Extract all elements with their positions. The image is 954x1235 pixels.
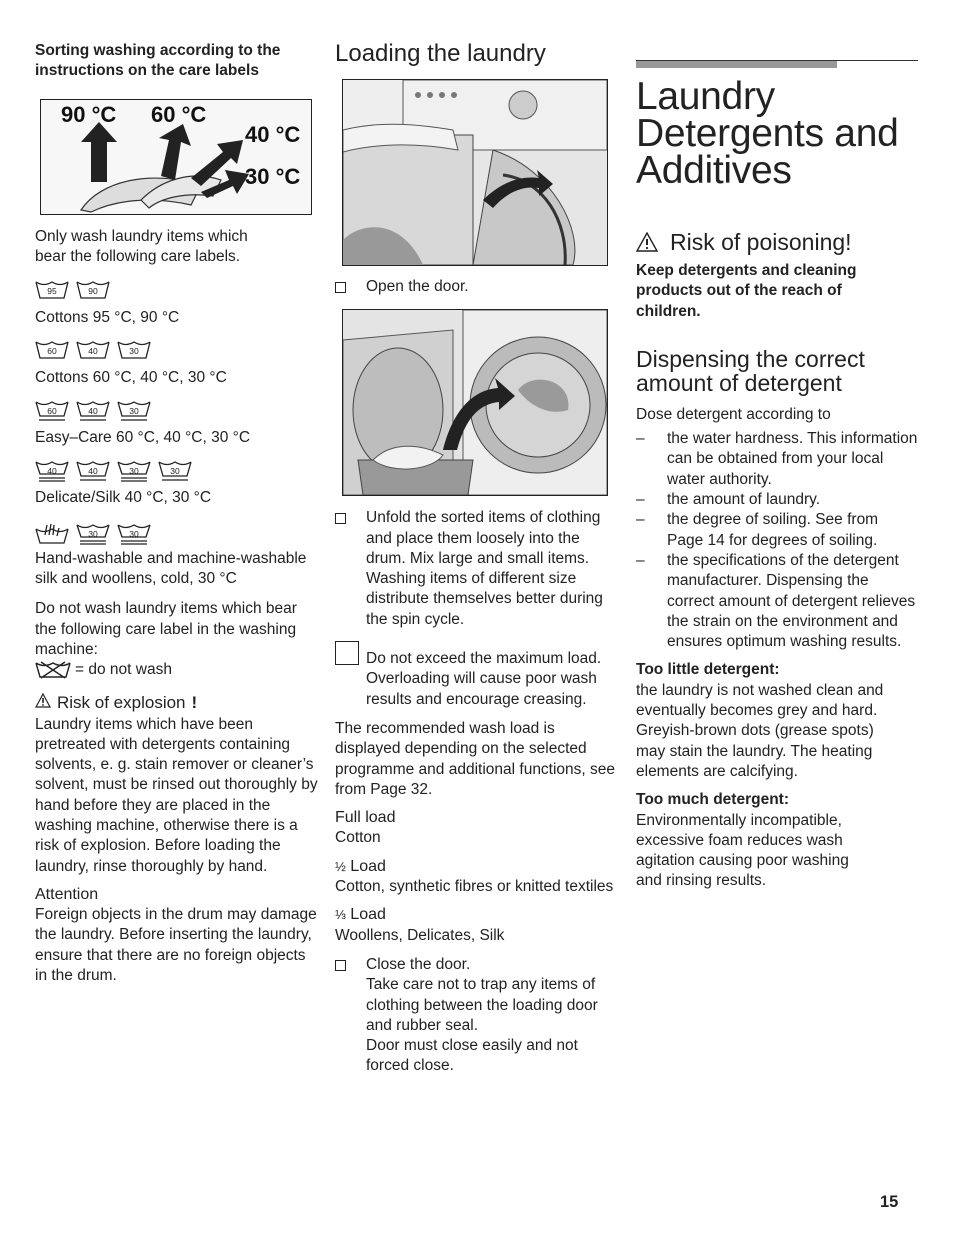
- care-group-delicate: [35, 458, 320, 508]
- care-label: Delicate/Silk 40 °C, 30 °C: [35, 489, 212, 507]
- wash-tub-icon: 40: [35, 460, 69, 480]
- dispensing-heading: Dispensing the correct amount of detergent: [636, 345, 865, 396]
- load-fraction: ½: [335, 858, 346, 874]
- sorting-heading: Sorting washing according to the instructions on the care labels: [35, 42, 281, 79]
- wash-tub-icon: 40: [76, 400, 110, 420]
- care-symbols: [35, 521, 320, 543]
- care-symbols: [35, 278, 320, 300]
- header-bar: [636, 61, 837, 68]
- load-desc: Cotton, synthetic fibres or knitted textiles: [335, 878, 614, 896]
- page-number: 15: [880, 1193, 899, 1211]
- chapter-title: Laundry Detergents and Additives: [636, 75, 899, 192]
- column-sorting: [35, 40, 320, 986]
- load-title: Load: [350, 906, 386, 924]
- step-close-door-text1: Take care not to trap any items of clothing between the loading door and rubber seal.: [366, 976, 598, 1034]
- care-symbols: [35, 398, 320, 420]
- note-max-load-text: Do not exceed the maximum load. Overloading will cause poor wash results and encourage creasing.: [366, 650, 602, 708]
- wash-tub-icon: 95: [35, 280, 69, 300]
- load-third: [335, 905, 620, 946]
- step-open-door-text: Open the door.: [366, 278, 469, 295]
- care-group-cottons: [35, 338, 320, 388]
- loading-heading: Loading the laundry: [335, 40, 546, 67]
- load-desc: Cotton: [335, 829, 381, 847]
- load-title: Load: [350, 857, 386, 875]
- do-not-wash-icon: [35, 661, 71, 679]
- temp-30: 30 °C: [245, 164, 301, 189]
- load-desc: Woollens, Delicates, Silk: [335, 926, 505, 944]
- care-label: Hand-washable and machine-washable silk and woollens, cold, 30 °C: [35, 549, 307, 588]
- wash-tub-icon: 30: [117, 340, 151, 360]
- load-drum-illustration: [342, 309, 608, 496]
- temp-60: 60 °C: [151, 102, 207, 127]
- checkbox-icon: [335, 282, 347, 297]
- warning-triangle-icon: [636, 232, 658, 252]
- explosion-text: Laundry items which have been pretreated with detergents containing solvents, e. g. stain remover or cleaner’s solvent, must be rinsed out thoroughly by hand before they are placed in the washing machine, otherwise there is a risk of explosion. Before loading the laundry, rinse thoroughly by hand.: [35, 715, 318, 875]
- explosion-heading: Risk of explosion: [57, 692, 186, 712]
- do-not-wash-label: = do not wash: [75, 661, 172, 679]
- note-icon: [335, 641, 359, 665]
- temp-90: 90 °C: [61, 102, 117, 127]
- attention-heading: Attention: [35, 885, 99, 903]
- care-label: Cottons 95 °C, 90 °C: [35, 308, 180, 326]
- care-group-easy-care: [35, 398, 320, 448]
- care-symbols: [35, 458, 320, 480]
- care-group-cottons-high: [35, 278, 320, 328]
- step-open-door: [335, 277, 620, 297]
- explosion-heading-row: [35, 693, 320, 713]
- dose-intro: Dose detergent according to: [636, 405, 831, 423]
- checkbox-icon: [335, 513, 347, 630]
- too-much-heading: Too much detergent:: [636, 791, 789, 809]
- wash-tub-icon: 60: [35, 340, 69, 360]
- wash-tub-icon: 40: [76, 460, 110, 480]
- poison-text: Keep detergents and cleaning products out of the reach of children.: [636, 262, 857, 320]
- step-unfold-text: Unfold the sorted items of clothing and place them loosely into the drum. Mix large and small items. Washing items of different size distribute themselves better during the spin cycle.: [366, 509, 603, 628]
- dose-item: – the water hardness. This information can be obtained from your local water authority.: [636, 430, 918, 488]
- dose-item: – the amount of laundry.: [636, 491, 821, 509]
- do-not-wash-row: [35, 660, 320, 680]
- wash-tub-icon: 30: [117, 523, 151, 543]
- step-close-door: [335, 955, 620, 1077]
- too-little-text: the laundry is not washed clean and eventually becomes grey and hard. Greyish-brown dots (grease spots) may stain the laundry. The heating elements are calcifying.: [636, 681, 884, 780]
- do-not-wash-intro: Do not wash laundry items which bear the following care label in the washing machine:: [35, 600, 297, 658]
- step-close-door-text2: Door must close easily and not forced close.: [366, 1037, 578, 1075]
- exclamation-mark: !: [191, 692, 198, 712]
- care-symbols: [35, 338, 320, 360]
- load-full: [335, 808, 620, 849]
- column-detergents: [636, 75, 918, 892]
- load-fraction: ⅓: [335, 907, 346, 923]
- note-max-load: [335, 641, 620, 710]
- wash-tub-icon: 30: [76, 523, 110, 543]
- wash-tub-icon: 90: [76, 280, 110, 300]
- wash-tub-icon: 30: [158, 460, 192, 480]
- step-unfold: [335, 508, 620, 630]
- temperature-illustration: [40, 99, 312, 215]
- checkbox-icon: [335, 960, 347, 1077]
- temp-40: 40 °C: [245, 122, 301, 147]
- column-loading: [335, 40, 620, 1077]
- too-little-heading: Too little detergent:: [636, 661, 780, 679]
- load-title: Full load: [335, 809, 396, 827]
- wash-tub-icon: 30: [117, 400, 151, 420]
- care-label: Cottons 60 °C, 40 °C, 30 °C: [35, 368, 227, 386]
- load-half: [335, 857, 620, 898]
- dose-item: – the specifications of the detergent manufacturer. Dispensing the correct amount of detergent relieves the strain on the environment and ensures optimum washing results.: [636, 551, 916, 651]
- poison-heading: Risk of poisoning!: [670, 229, 852, 255]
- too-much-text: Environmentally incompatible, excessive foam reduces wash agitation causing poor washing and rinsing results.: [636, 811, 849, 890]
- recommended-load-text: The recommended wash load is displayed depending on the selected programme and additional functions, see from Page 32.: [335, 719, 616, 798]
- care-group-hand-wash: [35, 521, 320, 590]
- attention-text: Foreign objects in the drum may damage the laundry. Before inserting the laundry, ensure that there are no foreign objects in the drum.: [35, 905, 317, 984]
- dose-item: – the degree of soiling. See from Page 14 for degrees of soiling.: [636, 511, 879, 549]
- wash-tub-icon: 40: [76, 340, 110, 360]
- wash-tub-icon: 30: [117, 460, 151, 480]
- open-door-illustration: [342, 79, 608, 266]
- hand-wash-icon: [35, 523, 69, 543]
- step-close-door-title: Close the door.: [366, 955, 471, 973]
- wash-tub-icon: 60: [35, 400, 69, 420]
- warning-triangle-icon: [35, 693, 51, 713]
- poison-heading-row: [636, 229, 918, 255]
- care-label: Easy–Care 60 °C, 40 °C, 30 °C: [35, 429, 251, 447]
- care-intro: Only wash laundry items which bear the following care labels.: [35, 228, 248, 266]
